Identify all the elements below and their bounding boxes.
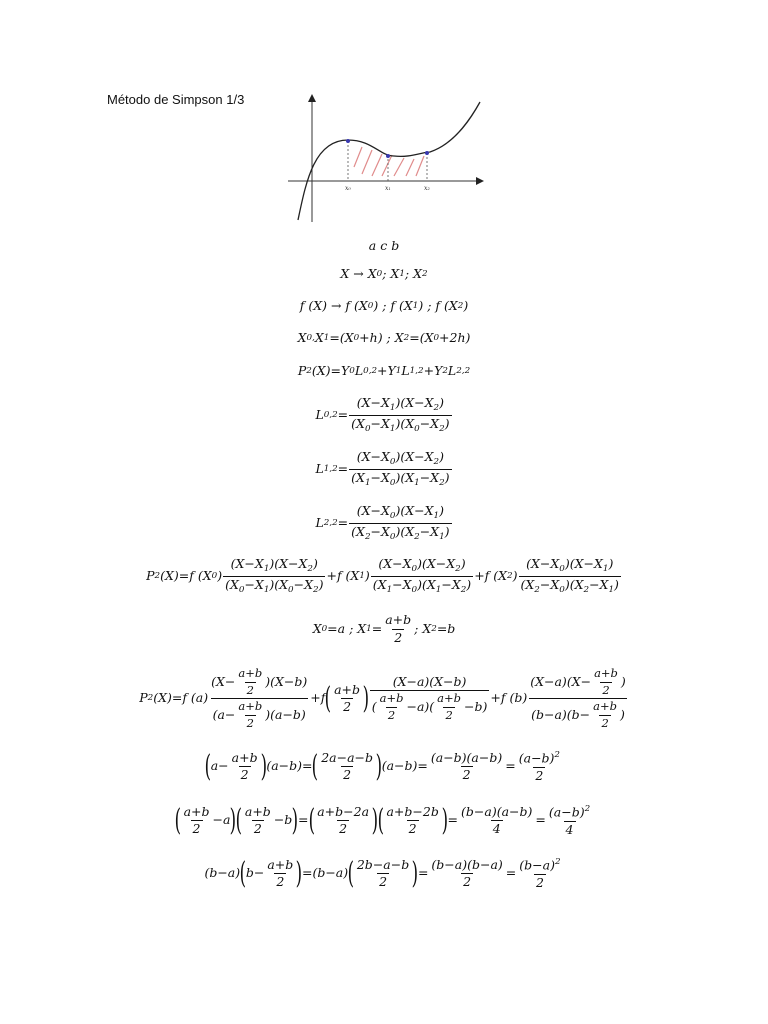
point-x1 [386, 154, 390, 158]
equation-P2-expanded: P 2 (X)=f (X 0 ) $\frac{(X-X_1)(X-X_2)}{(X_0-X_1)(X_0-X_2)}$ +f (X 1 ) $\frac{(X-X_0)(X-X_2)}{(X_1-X_0)(X_1-X_2)}$ +f (X 2 ) $\frac{(X-X_0)(X-X_1)}{(X_2-X_0)(X_2-X_1)}$ [146, 556, 619, 595]
equation-denominator-2: ( $\frac{a+b}{2}$ −a ) ( $\frac{a+b}{2}$ −b ) = ( $\frac{a+b-2a}{2}$ ) ( $\frac{a+b-2b}{2}$ ) = $\frac{(b-a)(a-b)}{4}$ = $\frac{(a-b)^2}{4}$ [174, 802, 591, 838]
equation-denominator-3: (b−a) ( b− $\frac{a+b}{2}$ ) =(b−a) ( $\frac{2b-a-b}{2}$ ) = $\frac{(b-a)(b-a)}{2}$ = $\frac{(b-a)^2}{2}$ [204, 855, 561, 891]
equation-acb: a c b [368, 238, 400, 253]
point-x2 [425, 151, 429, 155]
equation-step: X 0, X 1 =(X 0 +h) ; X 2 =(X 0 +2h) [297, 330, 471, 345]
simpson-diagram [284, 92, 488, 224]
tick-label-x0: x₀ [345, 185, 351, 192]
equation-function-values: f (X) → f (X 0 ) ; f (X 1 ) ; f (X 2 ) [299, 298, 469, 313]
equation-P2-ab: P 2 (X)=f (a) (X− $\frac{a+b}{2}$ )(X−b) (a− $\frac{a+b}{2}$ )(a−b) +f ( $\frac{a+b}{2}$ ) (X−a)(X−b) ( $\frac{a+b}{2}$ −a)( $\frac{a+b}{2}$ −b) +f (b) (X−a)(X− $\frac{a+b}{2}$ ) (b−a)(b− $\frac{a+b}{2}$ ) [139, 666, 626, 730]
equation-L02: L 0,2 = $\frac{(X-X_1)(X-X_2)}{(X_0-X_1)(X_0-X_2)}$ [315, 395, 450, 434]
equation-nodes: X → X 0 ; X 1 ; X 2 [340, 266, 428, 281]
equation-L22: L 2,2 = $\frac{(X-X_0)(X-X_1)}{(X_2-X_0)(X_2-X_1)}$ [315, 503, 450, 542]
tick-label-x1: x₁ [385, 185, 391, 192]
equation-denominator-1: ( a− $\frac{a+b}{2}$ ) (a−b)= ( $\frac{2a-a-b}{2}$ ) (a−b)= $\frac{(a-b)(a-b)}{2}$ = $\frac{(a-b)^2}{2}$ [204, 748, 560, 784]
equation-node-values: X 0 =a ; X 1 = $\frac{a+b}{2}$ ; X 2 =b [312, 612, 456, 645]
equation-lagrange-poly: P 2 (X)=Y 0 L 0,2 +Y 1 L 1,2 +Y 2 L 2,2 [297, 363, 471, 378]
equation-L12: L 1,2 = $\frac{(X-X_0)(X-X_2)}{(X_1-X_0)(X_1-X_2)}$ [315, 449, 450, 488]
page-title: Método de Simpson 1/3 [107, 92, 245, 107]
hatched-area [354, 147, 424, 176]
tick-label-x2: x₂ [424, 185, 430, 192]
point-x0 [346, 139, 350, 143]
